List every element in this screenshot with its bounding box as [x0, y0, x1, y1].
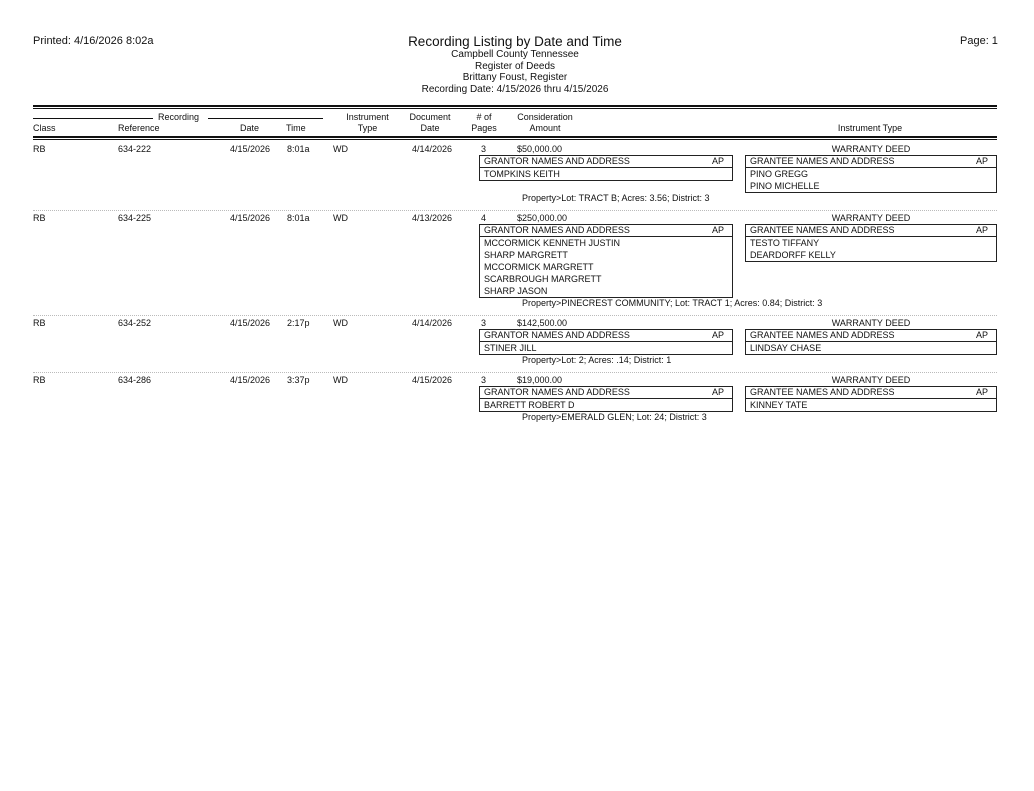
- grantee-box: [745, 155, 997, 193]
- recording-group-label: Recording: [155, 112, 202, 122]
- page-number: Page: 1: [960, 35, 998, 47]
- grantee-box-header: [746, 387, 996, 399]
- recording-group-line-right: [208, 118, 323, 119]
- col-pages-line2: Pages: [471, 123, 497, 133]
- record-time: 8:01a: [287, 144, 310, 154]
- record-class: RB: [33, 144, 46, 154]
- header-bottom-rule: [33, 136, 997, 138]
- grantor-header-label: GRANTOR NAMES AND ADDRESS: [484, 387, 630, 397]
- record-date: 4/15/2026: [230, 318, 271, 328]
- grantor-name: MCCORMICK MARGRETT: [484, 262, 594, 272]
- grantee-name: LINDSAY CHASE: [750, 343, 822, 353]
- date-range: Recording Date: 4/15/2026 thru 4/15/2026: [421, 83, 609, 95]
- grantor-box-header: [480, 156, 732, 168]
- record-pages: 3: [481, 144, 487, 154]
- record-pages: 3: [481, 375, 487, 385]
- col-pages: [468, 112, 500, 134]
- record-instrument: WD: [333, 375, 348, 385]
- col-consideration: [505, 112, 585, 134]
- grantor-header-label: GRANTOR NAMES AND ADDRESS: [484, 330, 630, 340]
- record-property: Property>Lot: 2; Acres: .14; District: 1: [522, 355, 672, 365]
- grantee-names-list: [746, 342, 996, 354]
- record-amount: $250,000.00: [517, 213, 568, 223]
- col-instrument-type: [335, 112, 400, 134]
- report-title: Recording Listing by Date and Time: [408, 34, 622, 49]
- record-reference: 634-225: [118, 213, 152, 223]
- grantor-name: SHARP JASON: [484, 286, 548, 296]
- grantor-names-list: [480, 237, 732, 297]
- record-property: Property>Lot: TRACT B; Acres: 3.56; District: 3: [522, 193, 710, 203]
- grantor-name: MCCORMICK KENNETH JUSTIN: [484, 238, 621, 248]
- col-document-date-line2: Date: [420, 123, 440, 133]
- col-consideration-line1: Consideration: [517, 112, 573, 122]
- col-date: Date: [240, 123, 260, 133]
- grantee-name: PINO MICHELLE: [750, 181, 820, 191]
- grantor-names-list: [480, 168, 732, 180]
- record-amount: $50,000.00: [517, 144, 563, 154]
- grantor-ap-label: AP: [711, 330, 724, 340]
- record-class: RB: [33, 375, 46, 385]
- grantor-name: SCARBROUGH MARGRETT: [484, 274, 602, 284]
- header-top-rule-thin: [33, 108, 997, 109]
- grantor-names-list: [480, 399, 732, 411]
- record-property: Property>EMERALD GLEN; Lot: 24; District: 3: [522, 412, 707, 422]
- register-name: Brittany Foust, Register: [462, 72, 568, 83]
- grantee-box-header: [746, 330, 996, 342]
- record-class: RB: [33, 318, 46, 328]
- grantor-name: SHARP MARGRETT: [484, 250, 568, 260]
- record-pages: 4: [481, 213, 487, 223]
- grantee-box-header: [746, 156, 996, 168]
- record-instrument-type: WARRANTY DEED: [831, 144, 911, 154]
- grantee-names-list: [746, 168, 996, 192]
- header-top-rule: [33, 105, 997, 107]
- report-title-block: [340, 34, 690, 95]
- record-amount: $19,000.00: [517, 375, 563, 385]
- grantee-ap-label: AP: [975, 156, 988, 166]
- record-time: 3:37p: [287, 375, 310, 385]
- col-time: Time: [286, 123, 306, 133]
- grantor-name: TOMPKINS KEITH: [484, 169, 560, 179]
- grantee-header-label: GRANTEE NAMES AND ADDRESS: [750, 156, 895, 166]
- grantee-name: PINO GREGG: [750, 169, 809, 179]
- record-document-date: 4/13/2026: [412, 213, 453, 223]
- col-consideration-line2: Amount: [529, 123, 561, 133]
- grantee-name: TESTO TIFFANY: [750, 238, 820, 248]
- record-instrument-type: WARRANTY DEED: [831, 213, 911, 223]
- grantee-ap-label: AP: [975, 330, 988, 340]
- grantor-box: [479, 386, 733, 412]
- record-date: 4/15/2026: [230, 375, 271, 385]
- grantor-name: STINER JILL: [484, 343, 537, 353]
- record-reference: 634-222: [118, 144, 152, 154]
- grantor-box: [479, 329, 733, 355]
- grantee-name: DEARDORFF KELLY: [750, 250, 836, 260]
- grantor-name: BARRETT ROBERT D: [484, 400, 575, 410]
- grantor-ap-label: AP: [711, 156, 724, 166]
- grantor-box-header: [480, 387, 732, 399]
- record-document-date: 4/14/2026: [412, 318, 453, 328]
- printed-timestamp: Printed: 4/16/2026 8:02a: [33, 35, 154, 47]
- grantor-box: [479, 155, 733, 181]
- record-time: 8:01a: [287, 213, 310, 223]
- recording-group-line-left: [33, 118, 153, 119]
- col-instrument-type-full: Instrument Type: [837, 123, 903, 133]
- record-property: Property>PINECREST COMMUNITY; Lot: TRACT 1; Acres: 0.84; District: 3: [522, 298, 823, 308]
- record-amount: $142,500.00: [517, 318, 568, 328]
- grantee-names-list: [746, 399, 996, 411]
- col-instrument-type-line2: Type: [357, 123, 378, 133]
- grantee-ap-label: AP: [975, 225, 988, 235]
- record-document-date: 4/14/2026: [412, 144, 453, 154]
- record-reference: 634-286: [118, 375, 152, 385]
- grantee-box: [745, 329, 997, 355]
- record-instrument: WD: [333, 213, 348, 223]
- grantor-names-list: [480, 342, 732, 354]
- col-class: Class: [33, 123, 56, 133]
- grantee-box: [745, 386, 997, 412]
- record-instrument: WD: [333, 144, 348, 154]
- grantee-names-list: [746, 237, 996, 261]
- col-document-date-line1: Document: [409, 112, 451, 122]
- grantor-box-header: [480, 225, 732, 237]
- record-document-date: 4/15/2026: [412, 375, 453, 385]
- grantor-ap-label: AP: [711, 225, 724, 235]
- col-reference: Reference: [118, 123, 160, 133]
- grantee-header-label: GRANTEE NAMES AND ADDRESS: [750, 387, 895, 397]
- col-document-date: [400, 112, 460, 134]
- record-separator: [33, 315, 997, 317]
- grantor-box-header: [480, 330, 732, 342]
- record-date: 4/15/2026: [230, 144, 271, 154]
- grantee-ap-label: AP: [975, 387, 988, 397]
- grantee-box: [745, 224, 997, 262]
- record-pages: 3: [481, 318, 487, 328]
- header-bottom-rule-thin: [33, 139, 997, 140]
- col-pages-line1: # of: [476, 112, 492, 122]
- col-instrument-type-line1: Instrument: [346, 112, 389, 122]
- grantee-header-label: GRANTEE NAMES AND ADDRESS: [750, 330, 895, 340]
- record-separator: [33, 372, 997, 374]
- record-class: RB: [33, 213, 46, 223]
- recording-group-header: [33, 112, 323, 123]
- grantor-box: [479, 224, 733, 298]
- record-time: 2:17p: [287, 318, 310, 328]
- grantee-name: KINNEY TATE: [750, 400, 808, 410]
- record-separator: [33, 210, 997, 212]
- record-instrument: WD: [333, 318, 348, 328]
- grantor-header-label: GRANTOR NAMES AND ADDRESS: [484, 225, 630, 235]
- county-name: Campbell County Tennessee: [451, 49, 579, 60]
- grantor-ap-label: AP: [711, 387, 724, 397]
- record-reference: 634-252: [118, 318, 152, 328]
- grantee-box-header: [746, 225, 996, 237]
- record-date: 4/15/2026: [230, 213, 271, 223]
- grantor-header-label: GRANTOR NAMES AND ADDRESS: [484, 156, 630, 166]
- grantee-header-label: GRANTEE NAMES AND ADDRESS: [750, 225, 895, 235]
- office-name: Register of Deeds: [474, 60, 556, 72]
- record-instrument-type: WARRANTY DEED: [831, 375, 911, 385]
- record-instrument-type: WARRANTY DEED: [831, 318, 911, 328]
